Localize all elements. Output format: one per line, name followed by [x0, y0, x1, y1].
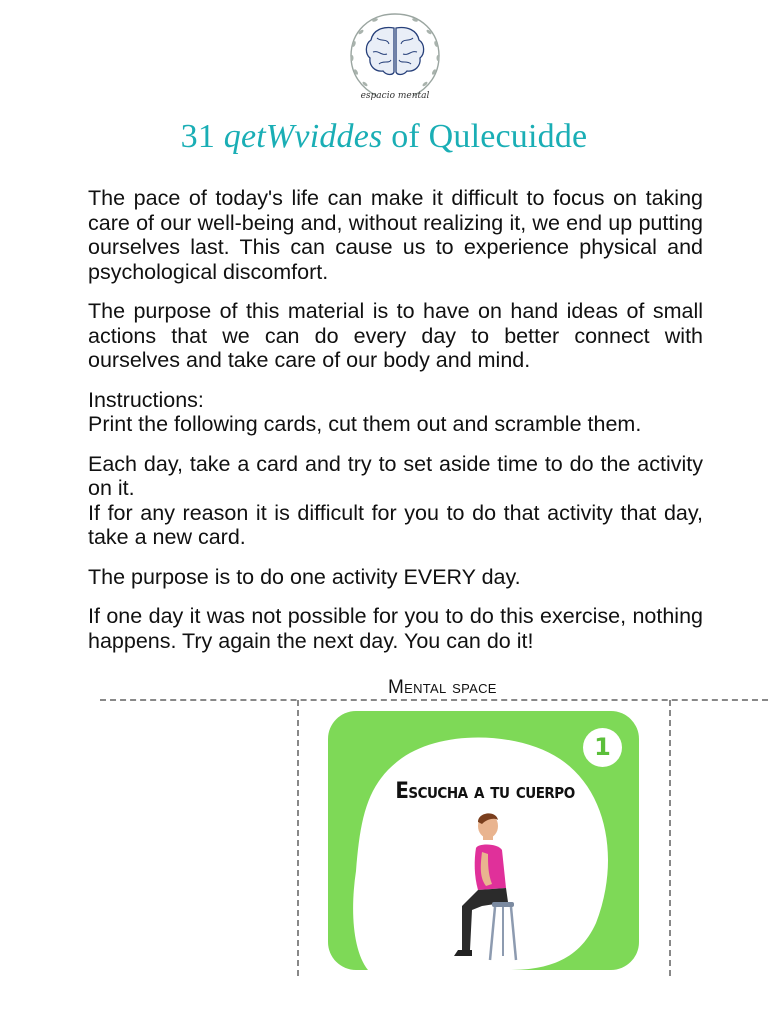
cut-line-right: [669, 700, 671, 976]
mental-space-caption: Mental space: [388, 677, 497, 698]
svg-text:espacio mental: espacio mental: [360, 91, 430, 101]
paragraph-every-day: The purpose is to do one activity EVERY day.: [88, 564, 521, 589]
intro-text: [88, 186, 703, 668]
paragraph-difficult: If for any reason it is difficult for you to do that activity that day, take a new card.: [88, 500, 703, 549]
instructions-heading: Instructions:: [88, 387, 204, 412]
card-number-badge: 1: [583, 728, 622, 767]
paragraph-encouragement: If one day it was not possible for you to do this exercise, nothing happens. Try again the next day. You can do it!: [88, 604, 703, 653]
paragraph-each-day: Each day, take a card and try to set aside time to do the activity on it.: [88, 451, 703, 500]
page-title: 31 qetWviddes of Qulecuidde: [180, 118, 588, 155]
cut-line-left: [297, 700, 299, 976]
paragraph-purpose: The purpose of this material is to have on hand ideas of small actions that we can do every day to better connect with ourselves and take care of our body and mind.: [88, 299, 703, 372]
instructions-text: Print the following cards, cut them out and scramble them.: [88, 412, 642, 436]
cut-line-horizontal: [100, 699, 768, 701]
brain-logo: [343, 8, 447, 108]
card-title: Escucha a tu cuerpo: [395, 779, 575, 804]
seated-person-illustration: [448, 810, 528, 965]
paragraph-pace: The pace of today's life can make it difficult to focus on taking care of our well-being and, without realizing it, we end up putting ourselves last. This can cause us to experience physical and psychological discomfort.: [88, 186, 703, 284]
